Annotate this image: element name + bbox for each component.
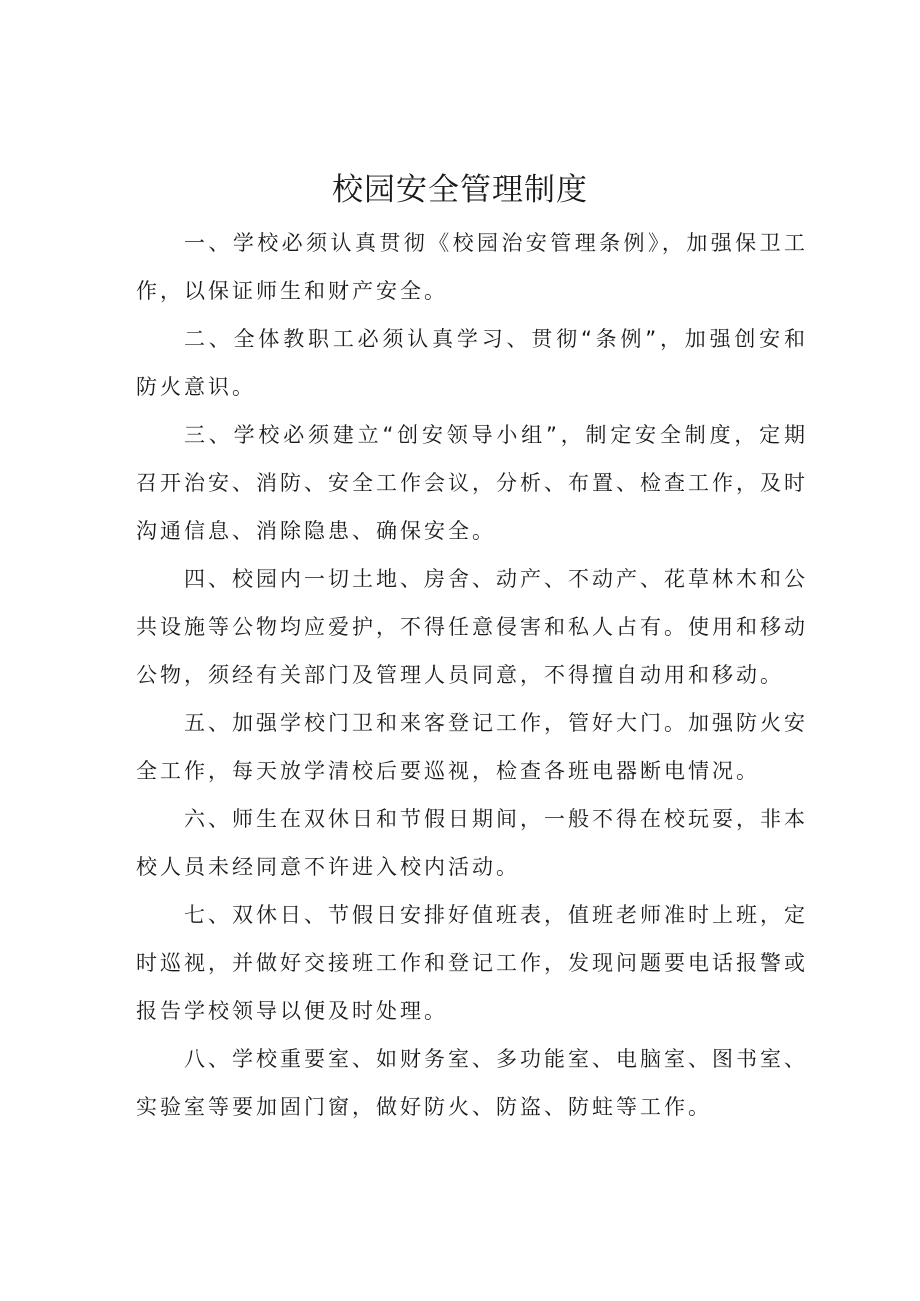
paragraph-1: 一、学校必须认真贯彻《校园治安管理条例》，加强保卫工作，以保证师生和财产安全。 xyxy=(136,231,808,303)
paragraph-8: 八、学校重要室、如财务室、多功能室、电脑室、图书室、实验室等要加固门窗，做好防火、防盗、防蛀等工作。 xyxy=(136,1047,808,1119)
paragraph-7: 七、双休日、节假日安排好值班表，值班老师准时上班，定时巡视，并做好交接班工作和登记工作，发现问题要电话报警或报告学校领导以便及时处理。 xyxy=(136,903,808,1023)
paragraph-4: 四、校园内一切土地、房舍、动产、不动产、花草林木和公共设施等公物均应爱护，不得任意侵害和私人占有。使用和移动公物，须经有关部门及管理人员同意，不得擅自动用和移动。 xyxy=(136,567,808,687)
paragraph-3: 三、学校必须建立“创安领导小组”，制定安全制度，定期召开治安、消防、安全工作会议，分析、布置、检查工作，及时沟通信息、消除隐患、确保安全。 xyxy=(136,423,808,543)
paragraph-2: 二、全体教职工必须认真学习、贯彻“条例”，加强创安和防火意识。 xyxy=(136,327,808,399)
document-body xyxy=(136,219,808,1131)
document-title: 校园安全管理制度 xyxy=(332,172,588,208)
paragraph-6: 六、师生在双休日和节假日期间，一般不得在校玩耍，非本校人员未经同意不许进入校内活动。 xyxy=(136,807,808,879)
paragraph-5: 五、加强学校门卫和来客登记工作，管好大门。加强防火安全工作，每天放学清校后要巡视，检查各班电器断电情况。 xyxy=(136,711,808,783)
